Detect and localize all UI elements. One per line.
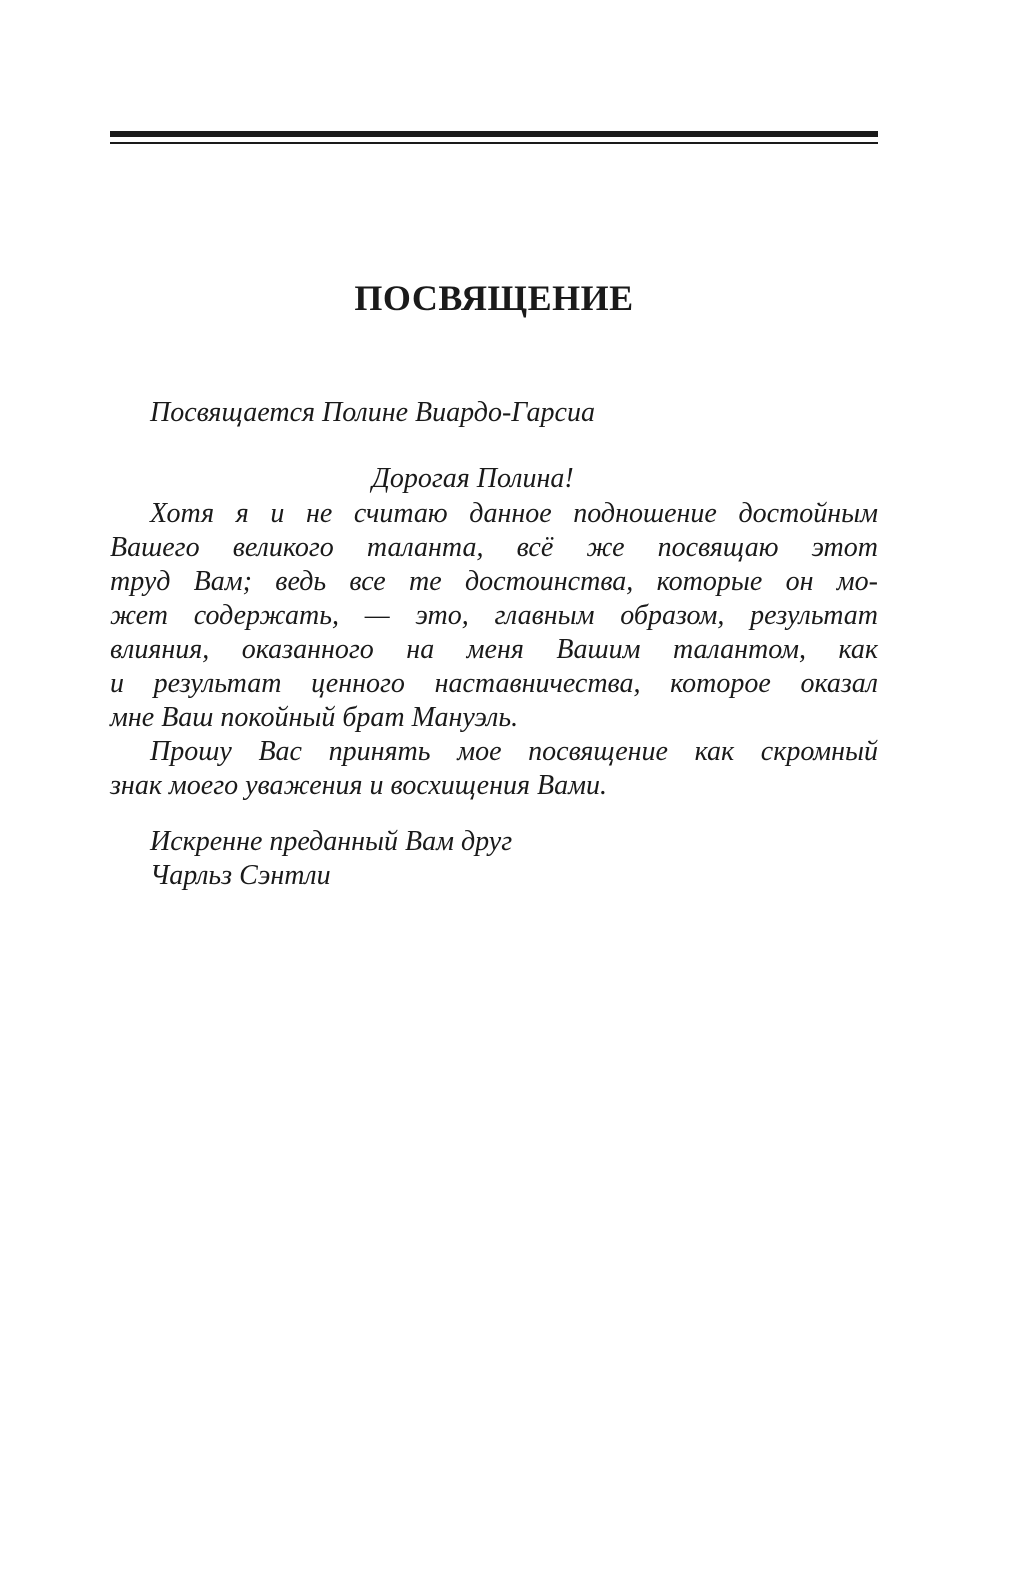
salutation: Дорогая Полина! [372,463,574,494]
body-line: жет содержать, — это, главным образом, результат [110,600,878,631]
header-rule-thin [110,142,878,144]
dedication-line: Посвящается Полине Виардо-Гарсиа [150,397,595,428]
body-line: мне Ваш покойный брат Мануэль. [110,702,519,733]
closing-line: Искренне преданный Вам друг [150,826,513,857]
body-line: Прошу Вас принять мое посвящение как скромный [150,736,878,767]
header-rule-thick [110,131,878,137]
body-line: труд Вам; ведь все те достоинства, которые он мо- [110,566,878,597]
body-line: Хотя я и не считаю данное подношение достойным [150,498,878,529]
body-line: влияния, оказанного на меня Вашим талантом, как [110,634,878,665]
page-title: ПОСВЯЩЕНИЕ [354,278,634,318]
letter-body [110,497,878,803]
body-line: и результат ценного наставничества, которое оказал [110,668,878,699]
signature: Чарльз Сэнтли [150,860,331,891]
body-line: знак моего уважения и восхищения Вами. [110,770,607,801]
body-line: Вашего великого таланта, всё же посвящаю этот [110,532,878,563]
closing-block [110,825,918,893]
